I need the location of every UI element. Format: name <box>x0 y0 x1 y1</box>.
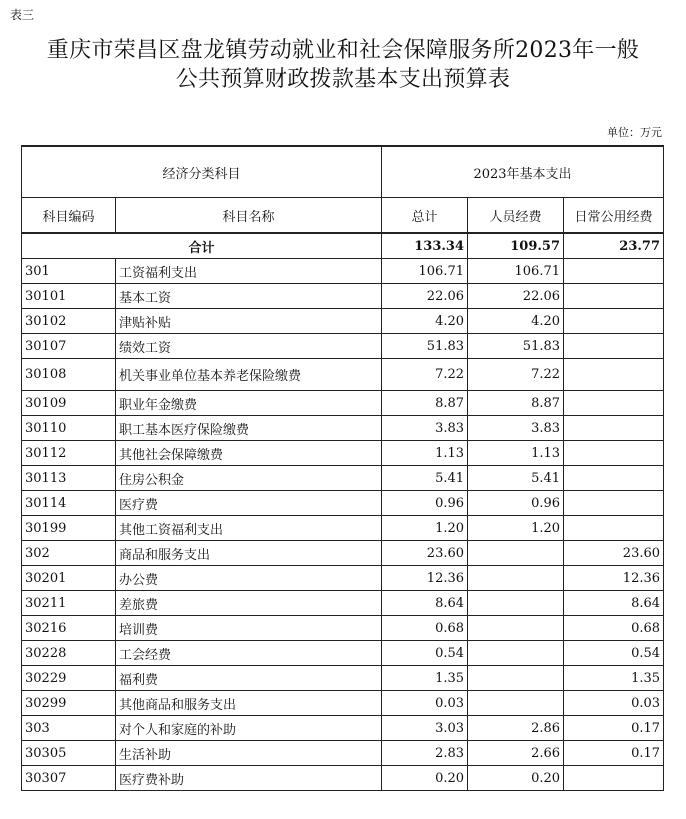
cell-name: 医疗费补助 <box>116 766 382 791</box>
cell-code: 30201 <box>22 566 116 591</box>
cell-code: 30110 <box>22 416 116 441</box>
cell-public: 23.60 <box>564 541 664 566</box>
cell-total: 7.22 <box>382 359 468 391</box>
cell-total: 3.83 <box>382 416 468 441</box>
cell-code: 30114 <box>22 491 116 516</box>
table-row <box>22 716 664 741</box>
cell-name: 基本工资 <box>116 284 382 309</box>
table-row <box>22 359 664 391</box>
cell-total: 5.41 <box>382 466 468 491</box>
total-row <box>22 233 664 259</box>
table-row <box>22 641 664 666</box>
total-label: 合计 <box>22 233 382 259</box>
cell-name: 津贴补贴 <box>116 309 382 334</box>
cell-personnel: 8.87 <box>468 391 564 416</box>
cell-public: 0.17 <box>564 716 664 741</box>
table-number-label: 表三 <box>10 8 35 22</box>
total-amount: 133.34 <box>382 233 468 259</box>
unit-label: 单位：万元 <box>607 126 662 139</box>
table-row <box>22 284 664 309</box>
cell-public <box>564 766 664 791</box>
table-row <box>22 666 664 691</box>
table-row <box>22 441 664 466</box>
cell-total: 51.83 <box>382 334 468 359</box>
table-row <box>22 309 664 334</box>
cell-personnel <box>468 616 564 641</box>
col-header-name: 科目名称 <box>116 198 382 234</box>
cell-public <box>564 309 664 334</box>
cell-public: 0.17 <box>564 741 664 766</box>
cell-public <box>564 359 664 391</box>
cell-name: 其他工资福利支出 <box>116 516 382 541</box>
table-row <box>22 541 664 566</box>
cell-personnel: 0.96 <box>468 491 564 516</box>
cell-code: 302 <box>22 541 116 566</box>
cell-public: 0.54 <box>564 641 664 666</box>
cell-total: 8.64 <box>382 591 468 616</box>
cell-personnel: 4.20 <box>468 309 564 334</box>
cell-name: 职业年金缴费 <box>116 391 382 416</box>
table-row <box>22 334 664 359</box>
cell-public: 12.36 <box>564 566 664 591</box>
cell-personnel <box>468 666 564 691</box>
cell-personnel: 2.86 <box>468 716 564 741</box>
cell-total: 12.36 <box>382 566 468 591</box>
cell-name: 生活补助 <box>116 741 382 766</box>
cell-code: 30113 <box>22 466 116 491</box>
cell-name: 工会经费 <box>116 641 382 666</box>
budget-table <box>21 145 664 791</box>
table-row <box>22 591 664 616</box>
cell-name: 对个人和家庭的补助 <box>116 716 382 741</box>
cell-total: 0.20 <box>382 766 468 791</box>
cell-personnel: 51.83 <box>468 334 564 359</box>
cell-public <box>564 441 664 466</box>
cell-personnel: 22.06 <box>468 284 564 309</box>
cell-code: 303 <box>22 716 116 741</box>
cell-personnel: 0.20 <box>468 766 564 791</box>
table-row <box>22 259 664 284</box>
table-row <box>22 616 664 641</box>
basic-expenditure-header: 2023年基本支出 <box>382 146 664 198</box>
table-row <box>22 416 664 441</box>
cell-code: 30229 <box>22 666 116 691</box>
cell-total: 0.54 <box>382 641 468 666</box>
cell-personnel: 1.13 <box>468 441 564 466</box>
cell-personnel: 2.66 <box>468 741 564 766</box>
cell-total: 3.03 <box>382 716 468 741</box>
cell-code: 301 <box>22 259 116 284</box>
cell-code: 30108 <box>22 359 116 391</box>
cell-total: 1.35 <box>382 666 468 691</box>
table-row <box>22 691 664 716</box>
cell-code: 30112 <box>22 441 116 466</box>
cell-public: 0.68 <box>564 616 664 641</box>
cell-public: 1.35 <box>564 666 664 691</box>
cell-name: 其他社会保障缴费 <box>116 441 382 466</box>
cell-code: 30299 <box>22 691 116 716</box>
cell-personnel: 3.83 <box>468 416 564 441</box>
cell-personnel <box>468 591 564 616</box>
cell-public <box>564 416 664 441</box>
cell-total: 106.71 <box>382 259 468 284</box>
economic-classification-header: 经济分类科目 <box>22 146 382 198</box>
cell-public <box>564 491 664 516</box>
cell-name: 培训费 <box>116 616 382 641</box>
cell-public <box>564 284 664 309</box>
cell-public <box>564 466 664 491</box>
cell-total: 8.87 <box>382 391 468 416</box>
document-title-line-1: 重庆市荣昌区盘龙镇劳动就业和社会保障服务所2023年一般 <box>46 38 640 63</box>
cell-public <box>564 391 664 416</box>
cell-code: 30307 <box>22 766 116 791</box>
cell-total: 23.60 <box>382 541 468 566</box>
cell-code: 30101 <box>22 284 116 309</box>
cell-code: 30228 <box>22 641 116 666</box>
cell-name: 办公费 <box>116 566 382 591</box>
cell-name: 机关事业单位基本养老保险缴费 <box>116 359 382 391</box>
cell-total: 0.03 <box>382 691 468 716</box>
cell-code: 30211 <box>22 591 116 616</box>
cell-name: 其他商品和服务支出 <box>116 691 382 716</box>
cell-name: 商品和服务支出 <box>116 541 382 566</box>
total-personnel: 109.57 <box>468 233 564 259</box>
table-row <box>22 491 664 516</box>
table-row <box>22 466 664 491</box>
document-title-line-2: 公共预算财政拨款基本支出预算表 <box>175 67 511 92</box>
cell-personnel: 1.20 <box>468 516 564 541</box>
cell-public <box>564 259 664 284</box>
cell-public <box>564 516 664 541</box>
table-row <box>22 516 664 541</box>
cell-name: 差旅费 <box>116 591 382 616</box>
cell-code: 30216 <box>22 616 116 641</box>
cell-total: 4.20 <box>382 309 468 334</box>
col-header-code: 科目编码 <box>22 198 116 234</box>
cell-personnel <box>468 566 564 591</box>
group-header-row <box>22 146 664 198</box>
cell-code: 30109 <box>22 391 116 416</box>
cell-personnel <box>468 541 564 566</box>
column-header-row <box>22 198 664 234</box>
cell-name: 绩效工资 <box>116 334 382 359</box>
cell-code: 30102 <box>22 309 116 334</box>
cell-code: 30199 <box>22 516 116 541</box>
col-header-personnel: 人员经费 <box>468 198 564 234</box>
cell-total: 1.13 <box>382 441 468 466</box>
cell-personnel <box>468 641 564 666</box>
col-header-total: 总计 <box>382 198 468 234</box>
cell-name: 福利费 <box>116 666 382 691</box>
table-row <box>22 766 664 791</box>
cell-name: 医疗费 <box>116 491 382 516</box>
cell-personnel: 5.41 <box>468 466 564 491</box>
cell-public <box>564 334 664 359</box>
table-row <box>22 741 664 766</box>
cell-personnel <box>468 691 564 716</box>
cell-total: 1.20 <box>382 516 468 541</box>
cell-total: 2.83 <box>382 741 468 766</box>
cell-public: 0.03 <box>564 691 664 716</box>
cell-total: 22.06 <box>382 284 468 309</box>
cell-total: 0.68 <box>382 616 468 641</box>
cell-code: 30305 <box>22 741 116 766</box>
cell-total: 0.96 <box>382 491 468 516</box>
col-header-public: 日常公用经费 <box>564 198 664 234</box>
cell-code: 30107 <box>22 334 116 359</box>
cell-personnel: 106.71 <box>468 259 564 284</box>
total-public: 23.77 <box>564 233 664 259</box>
cell-public: 8.64 <box>564 591 664 616</box>
table-row <box>22 391 664 416</box>
cell-personnel: 7.22 <box>468 359 564 391</box>
cell-name: 住房公积金 <box>116 466 382 491</box>
cell-name: 工资福利支出 <box>116 259 382 284</box>
cell-name: 职工基本医疗保险缴费 <box>116 416 382 441</box>
table-row <box>22 566 664 591</box>
